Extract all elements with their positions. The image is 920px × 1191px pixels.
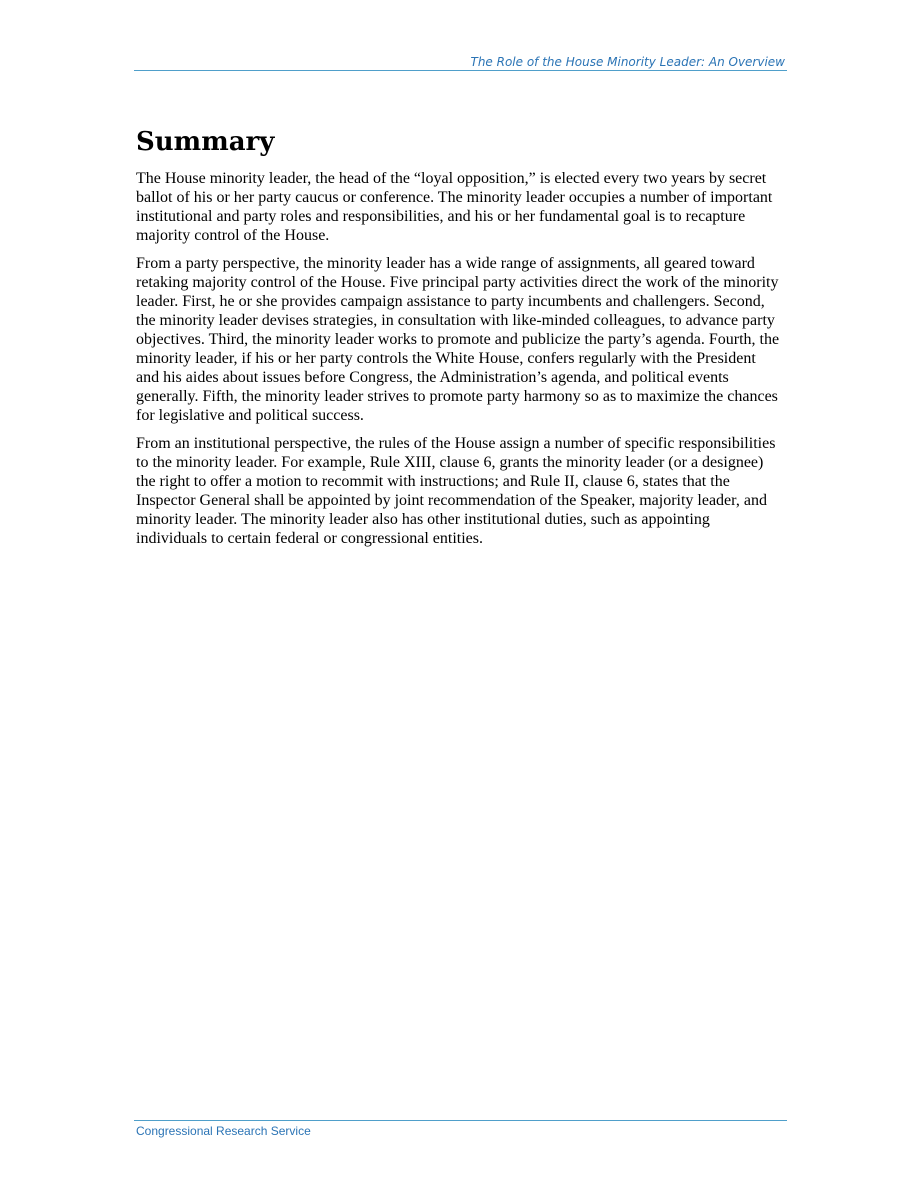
summary-section bbox=[136, 122, 782, 557]
running-header bbox=[134, 54, 787, 71]
summary-paragraph-1: The House minority leader, the head of the “loyal opposition,” is elected every two years by secret ballot of his or her party caucus or conference. The minority leader occupies a number of important institutional and party roles and responsibilities, and his or her fundamental goal is to recapture majority control of the House. bbox=[136, 170, 773, 244]
summary-paragraph-2: From a party perspective, the minority leader has a wide range of assignments, all geared toward retaking majority control of the House. Five principal party activities direct the work of the minority leader. First, he or she provides campaign assistance to party incumbents and challengers. Second, the minority leader devises strategies, in consultation with like-minded colleagues, to advance party objectives. Third, the minority leader works to promote and publicize the party’s agenda. Fourth, the minority leader, if his or her party controls the White House, confers regularly with the President and his aides about issues before Congress, the Administration’s agenda, and political events generally. Fifth, the minority leader strives to promote party harmony so as to maximize the chances for legislative and political success. bbox=[136, 255, 780, 424]
running-footer bbox=[134, 1120, 787, 1138]
summary-paragraph-3: From an institutional perspective, the rules of the House assign a number of specific responsibilities to the minority leader. For example, Rule XIII, clause 6, grants the minority leader (or a designee) the right to offer a motion to recommit with instructions; and Rule II, clause 6, states that the Inspector General shall be appointed by joint recommendation of the Speaker, majority leader, and minority leader. The minority leader also has other institutional duties, such as appointing individuals to certain federal or congressional entities. bbox=[136, 435, 776, 547]
running-header-title: The Role of the House Minority Leader: An Overview bbox=[470, 55, 785, 69]
footer-organization: Congressional Research Service bbox=[136, 1124, 311, 1138]
section-title: Summary bbox=[136, 127, 275, 157]
